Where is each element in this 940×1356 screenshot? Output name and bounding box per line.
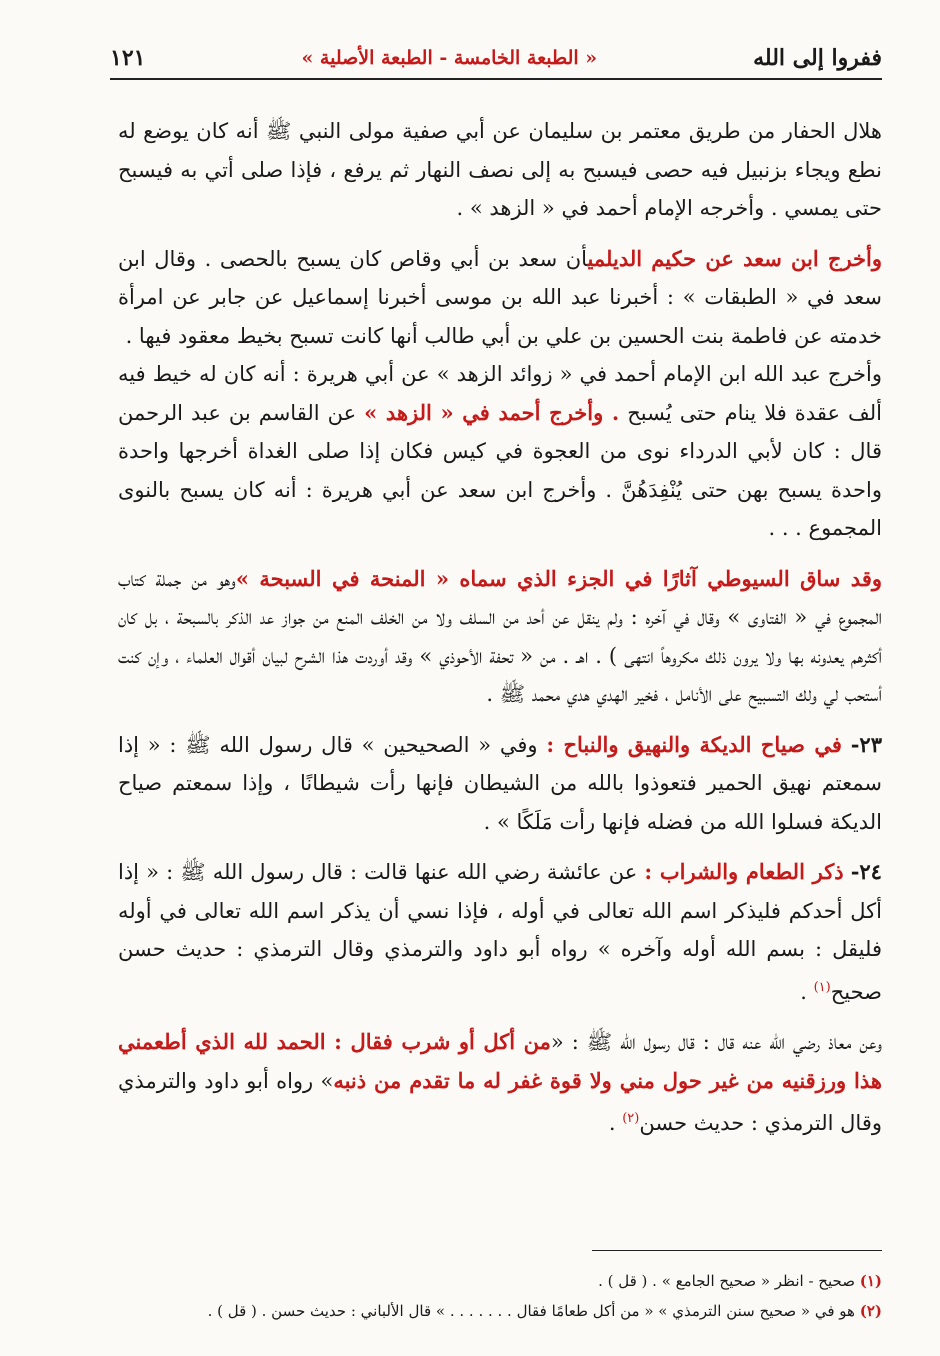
page-number: ١٢١: [110, 45, 146, 71]
paragraph-7: [118, 1023, 882, 1143]
footnote-divider: [592, 1250, 882, 1251]
red-heading: وقد ساق السيوطي آثارًا في الجزء الذي سماه « المنحة في السبحة »: [235, 565, 883, 591]
footnote-ref-1[interactable]: (١): [813, 979, 831, 995]
paragraph-text: وأخرج عبد الله ابن الإمام أحمد في « زوائد الزهد » عن أبي هريرة : أنه كان له خيط فيه ألف عقدة فلا ينام حتى يُسبح: [118, 362, 882, 425]
paragraph-4: [118, 560, 882, 714]
paragraph-end: .: [608, 1111, 623, 1135]
paragraph-1: [118, 112, 882, 228]
footnote-ref-2[interactable]: (٢): [622, 1111, 640, 1126]
footnotes: [118, 1266, 882, 1326]
red-heading: وأخرج ابن سعد عن حكيم الديلمي: [587, 245, 882, 271]
edition-label: « الطبعة الخامسة - الطبعة الأصلية »: [301, 47, 598, 69]
footnote-text: هو في « صحيح سنن الترمذي » « من أكل طعامًا فقال . . . . . . . » قال الألباني : حديث حسن . ( قل ) .: [207, 1302, 855, 1320]
paragraph-text: عن عائشة رضي الله عنها قالت : قال رسول الله ﷺ : « إذا أكل أحدكم فليذكر اسم الله تعالى في أوله ، فإذا نسي أن يذكر اسم الله تعالى في أوله فليقل : بسم الله أوله وآخره » رواه أبو داود والترمذي وقال الترمذي : حديث حسن صحيح: [118, 860, 882, 1004]
paragraph-text: وعن معاذ رضي الله عنه قال : قال رسول الله ﷺ : «: [550, 1030, 882, 1054]
red-heading: . وأخرج أحمد في « الزهد »: [364, 399, 620, 425]
section-number: ٢٤-: [850, 859, 882, 884]
footnote-text: صحيح - انظر « صحيح الجامع » . ( قل ) .: [598, 1272, 855, 1290]
paragraph-text: » رواه أبو داود والترمذي وقال الترمذي : حديث حسن: [118, 1068, 882, 1135]
paragraph-text: وفي « الصحيحين » قال رسول الله ﷺ : « إذا سمعتم نهيق الحمير فتعوذوا بالله من الشيطان فإنها رأت شيطانًا ، وإذا سمعتم صياح الديكة فسلوا الله من فضله فإنها رأت مَلَكًا » .: [118, 732, 882, 834]
section-heading: ذكر الطعام والشراب :: [644, 859, 844, 884]
red-quote: من أكل أو شرب فقال : الحمد لله الذي أطعمني هذا ورزقنيه من غير حول مني ولا قوة غفر له ما تقدم من ذنبه: [118, 1029, 882, 1093]
footnote-1: [118, 1266, 882, 1296]
paragraph-text: هلال الحفار من طريق معتمر بن سليمان عن أبي صفية مولى النبي ﷺ أنه كان يوضع له نطع ويجاء بزنبيل فيه حصى فيسبح به إلى نصف النهار ثم يرفع ، فإذا صلى أتي به فيسبح حتى يمسي . وأخرجه الإمام أحمد في « الزهد » .: [118, 119, 882, 220]
section-23: [118, 726, 882, 842]
paragraph-text: أن سعد بن أبي وقاص كان يسبح بالحصى . وقال ابن سعد في « الطبقات » : أخبرنا عبد الله بن موسى أخبرنا إسماعيل عن جابر عن امرأة خدمته عن فاطمة بنت الحسين بن علي بن أبي طالب أنها كانت تسبح بخيط معقود فيها .: [118, 246, 882, 348]
footnote-number: (٢): [859, 1302, 882, 1320]
paragraph-2: [118, 240, 882, 356]
running-title: ففروا إلى الله: [753, 45, 882, 71]
section-number: ٢٣-: [850, 731, 882, 757]
paragraph-3: [118, 355, 882, 548]
paragraph-text: عن القاسم بن عبد الرحمن قال : كان لأبي الدرداء نوى من العجوة في كيس فكان إذا صلى الغداة أخرجها واحدة واحدة يسبح بهن حتى يُنْفِدَهُنَّ . وأخرج ابن سعد عن أبي هريرة : أنه كان يسبح بالنوى المجموع . . .: [118, 400, 882, 540]
page-body: [118, 112, 882, 1143]
section-24: [118, 853, 882, 1011]
section-heading: في صياح الديكة والنهيق والنباح :: [546, 731, 842, 757]
paragraph-end: .: [800, 979, 814, 1004]
footnote-number: (١): [859, 1272, 882, 1290]
page-header: [110, 38, 882, 80]
paragraph-text: وهو من جملة كتاب المجموع في « الفتاوى » وقال في آخره : ولم ينقل عن أحد من السلف ولا من الخلف المنع من جواز عد الذكر بالسبحة ، بل كان أكثرهم يعدونه بها ولا يرون ذلك مكروهاً انتهى ) . اهـ . من « تحفة الأحوذي » وقد أوردت هذا الشرح لبيان أقوال العلماء ، وإن كنت أستحب لي ولك التسبيح على الأنامل ، فخير الهدي هدي محمد ﷺ .: [118, 566, 882, 706]
footnote-2: [118, 1296, 882, 1326]
